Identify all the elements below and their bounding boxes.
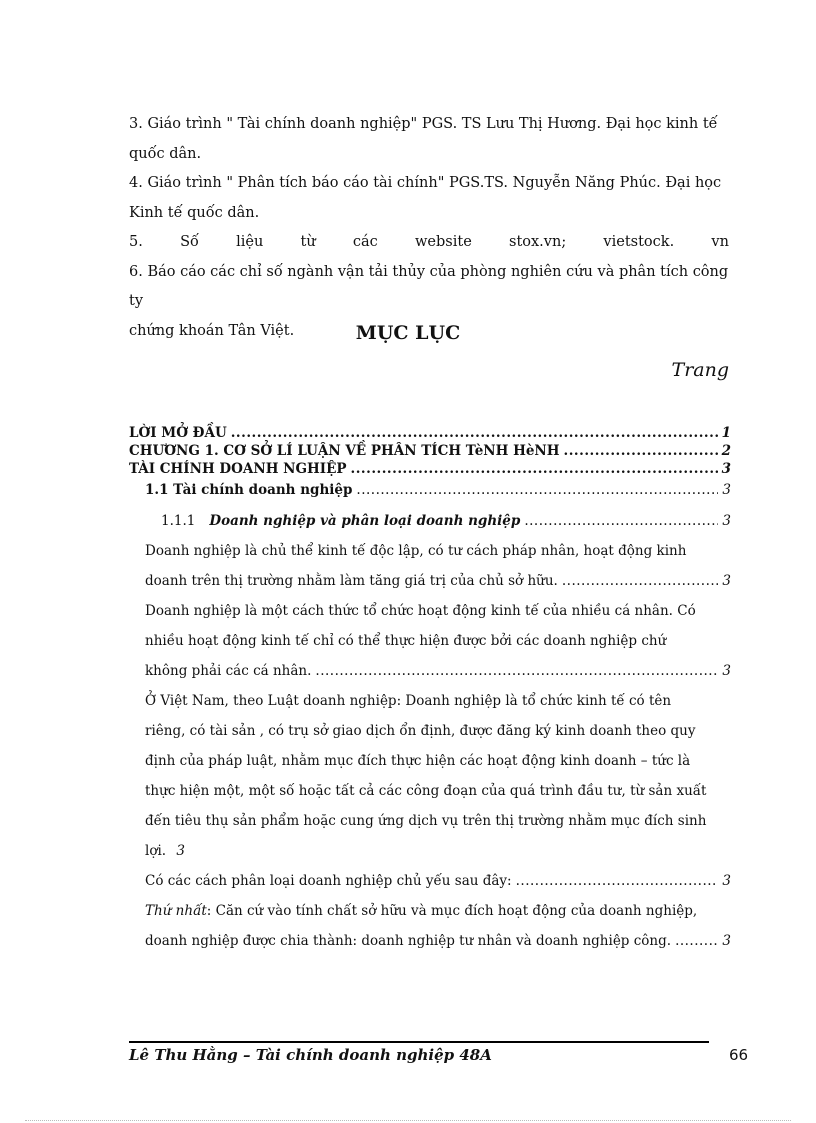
toc-entry-chuong-1[interactable] [129,442,731,460]
toc-emphasis-label: Thứ nhất [145,903,207,919]
toc-page-number: 3 [176,843,185,859]
toc-paragraph-last-line [145,656,731,686]
toc-paragraph-line: Doanh nghiệp là chủ thể kinh tế độc lập, có tư cách pháp nhân, hoạt động kinh [145,543,687,559]
footer-author: Lê Thu Hằng – Tài chính doanh nghiệp 48A [129,1046,492,1064]
reference-5 [129,228,729,258]
toc-entry-text: CHƯƠNG 1. CƠ SỞ LÍ LUẬN VỀ PHÂN TÍCH TèNH HèNH [129,443,560,459]
toc-page-number: 3 [722,663,731,679]
toc-paragraph-line [145,896,731,926]
toc-paragraph-last-line [145,866,731,896]
toc-entry-paragraph-2[interactable] [129,596,731,686]
toc-entry-tai-chinh-doanh-nghiep[interactable] [129,460,731,478]
toc-entry-paragraph-5[interactable] [129,896,731,956]
toc-entry-text: Có các cách phân loại doanh nghiệp chủ yếu sau đây: [145,873,512,889]
toc-paragraph-last-line [145,566,731,596]
toc-entry-text: TÀI CHÍNH DOANH NGHIỆP [129,461,347,477]
toc-page-number: 3 [722,513,731,529]
toc-page-number: 3 [721,461,731,477]
reference-4-line-2: Kinh tế quốc dân. [129,204,260,221]
toc-paragraph-last-line [145,926,731,956]
toc-entry-text: doanh trên thị trường nhằm làm tăng giá trị của chủ sở hữu. [145,573,558,589]
reference-5-word: các [352,234,378,250]
toc-page-number: 3 [722,482,731,498]
reference-3-line-1: 3. Giáo trình " Tài chính doanh nghiệp" PGS. TS Lưu Thị Hương. Đại học kinh tế [129,116,718,132]
dot-leader [231,424,718,442]
toc-entry-text: không phải các cá nhân. [145,663,312,679]
references-list [129,110,729,346]
toc-paragraph-line: riêng, có tài sản , có trụ sở giao dịch ổn định, được đăng ký kinh doanh theo quy [145,723,696,739]
footer-rule [129,1041,709,1043]
dot-leader [675,926,718,956]
toc-entry-paragraph-4[interactable] [129,866,731,896]
toc-entry-text: : Căn cứ vào tính chất sở hữu và mục đích hoạt động của doanh nghiệp, [206,903,698,919]
dot-leader [356,478,718,502]
footer-page-number: 66 [729,1046,749,1064]
toc-entry-text: Doanh nghiệp và phân loại doanh nghiệp [209,513,521,529]
reference-5-word: website [415,234,472,250]
reference-5-word: từ [300,234,316,250]
dot-leader [351,460,718,478]
toc-paragraph-line: thực hiện một, một số hoặc tất cả các công đoạn của quá trình đầu tư, từ sản xuất [145,783,707,799]
toc-page-number: 1 [721,425,731,441]
reference-5-word: vietstock. [603,234,675,250]
reference-5-word: Số [180,234,199,250]
reference-6-line-1: 6. Báo cáo các chỉ số ngành vận tải thủy của phòng nghiên cứu và phân tích công ty [129,263,729,309]
dot-leader [524,506,718,536]
toc-paragraph-line [145,836,731,866]
toc-page-number: 3 [722,933,731,949]
reference-5-word: liệu [236,234,264,250]
reference-3-line-2: quốc dân. [129,145,202,162]
toc-page-number: 2 [721,443,731,459]
toc-paragraph-line: định của pháp luật, nhằm mục đích thực hiện các hoạt động kinh doanh – tức là [145,753,691,769]
toc-paragraph-line: đến tiêu thụ sản phẩm hoặc cung ứng dịch vụ trên thị trường nhằm mục đích sinh [145,813,707,829]
toc-entry-paragraph-1[interactable] [129,536,731,596]
toc-entry-text: LỜI MỞ ĐẦU [129,425,227,441]
toc-section-number: 1.1.1 [161,513,196,529]
toc-entry-text: 1.1 Tài chính doanh nghiệp [145,482,353,498]
page-edge-divider [25,1120,791,1121]
reference-6-line-2: chứng khoán Tân Việt. [129,322,295,339]
dot-leader [562,566,719,596]
toc-paragraph-line: Doanh nghiệp là một cách thức tổ chức hoạt động kinh tế của nhiều cá nhân. Có [145,603,696,619]
toc-entry-loi-mo-dau[interactable] [129,424,731,442]
toc-entry-section-1-1-1[interactable] [129,506,731,536]
reference-5-word: vn [711,234,729,250]
toc-paragraph-line: Ở Việt Nam, theo Luật doanh nghiệp: Doanh nghiệp là tổ chức kinh tế có tên [145,693,672,709]
toc-entry-text: lợi. [145,843,167,859]
reference-4-line-1: 4. Giáo trình " Phân tích báo cáo tài chính" PGS.TS. Nguyễn Năng Phúc. Đại học [129,175,722,191]
page-column-label: Trang [671,359,729,381]
reference-5-word: 5. [129,234,143,250]
table-of-contents [129,424,731,956]
reference-5-word: stox.vn; [509,234,567,250]
toc-entry-paragraph-3[interactable] [129,686,731,866]
toc-entry-text: doanh nghiệp được chia thành: doanh nghiệp tư nhân và doanh nghiệp công. [145,933,672,949]
dot-leader [564,442,718,460]
toc-page-number: 3 [722,873,731,889]
toc-paragraph-line: nhiều hoạt động kinh tế chỉ có thể thực hiện được bởi các doanh nghiệp chứ [145,633,667,649]
dot-leader [516,866,719,896]
toc-title: MỤC LỤC [355,322,461,344]
toc-entry-section-1-1[interactable] [129,478,731,502]
toc-page-number: 3 [722,573,731,589]
dot-leader [315,656,718,686]
